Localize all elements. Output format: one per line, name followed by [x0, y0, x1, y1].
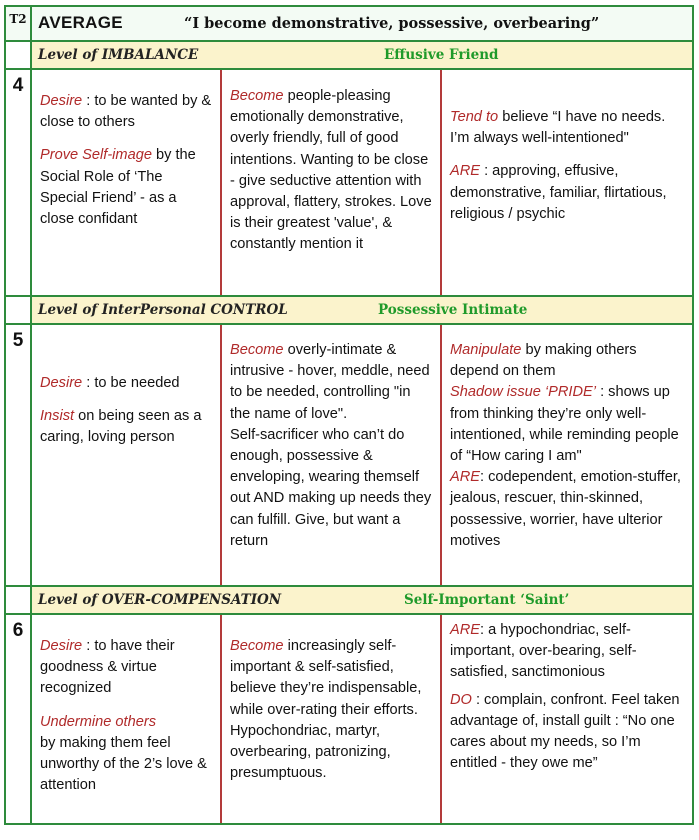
table-header: [6, 7, 692, 42]
level-6-row: [6, 615, 692, 823]
type-tag: T2: [6, 7, 32, 40]
desire-text: : to be wanted by & close to others: [40, 93, 212, 131]
level-6-col3: [442, 615, 692, 823]
prove-text: by the Social Role of ‘The Special Friend’ - as a close confidant: [40, 147, 196, 228]
level-4-col1: [32, 70, 220, 295]
shadow-issue-text: : shows up from thinking they’re only well-intentioned, while reminding people of “How caring I am": [450, 384, 679, 465]
level-4-label: Level of IMBALANCE: [38, 47, 199, 63]
level-6-col1: [32, 615, 220, 823]
level-4-col2: [220, 70, 442, 295]
level-5-col3: [442, 325, 692, 585]
desire-text: : to have their goodness & virtue recognized: [40, 638, 175, 697]
band-spacer: [6, 42, 32, 68]
keyword-desire: Desire: [40, 93, 83, 109]
keyword-shadow-issue: Shadow issue ‘PRIDE’: [450, 384, 597, 401]
keyword-desire: Desire: [40, 638, 83, 654]
band-spacer: [6, 587, 32, 613]
keyword-are: ARE: [450, 622, 481, 638]
header-quote: “I become demonstrative, possessive, overbearing”: [184, 15, 600, 32]
manipulate-text: by making others depend on them: [450, 342, 637, 380]
level-4-row: [6, 70, 692, 297]
undermine-text: by making them feel unworthy of the 2’s love & attention: [40, 734, 207, 794]
level-6-label: Level of OVER-COMPENSATION: [38, 592, 282, 608]
level-4-number: 4: [6, 70, 32, 295]
keyword-prove-self-image: Prove Self-image: [40, 147, 152, 164]
keyword-undermine-others: Undermine others: [40, 713, 156, 730]
do-text: : complain, confront. Feel taken advantage of, install guilt : “No one cares about my needs, so I’m entitled - they owe me”: [450, 691, 680, 772]
keyword-are: ARE: [450, 163, 481, 180]
keyword-tend-to: Tend to: [450, 109, 499, 125]
keyword-desire: Desire: [40, 375, 83, 391]
level-5-number: 5: [6, 325, 32, 585]
keyword-manipulate: Manipulate: [450, 342, 522, 358]
become-text: increasingly self-important & self-satisfied, believe they’re indispensable, while over-rating their efforts. Hypochondriac, martyr, overbearing, patronizing, presumptuous.: [230, 638, 422, 782]
become-text: people-pleasing emotionally demonstrative, overly friendly, full of good intentions. Wanting to be close - give seductive attention with approval, flattery, strokes. Love is their greatest 'value', & constantly mention it: [230, 88, 432, 253]
keyword-do: DO: [450, 691, 472, 708]
keyword-become: Become: [230, 638, 284, 654]
level-5-label: Level of InterPersonal CONTROL: [38, 302, 288, 318]
level-6-band: [6, 587, 692, 615]
level-5-col1: [32, 325, 220, 585]
level-5-row: [6, 325, 692, 587]
level-6-number: 6: [6, 615, 32, 823]
keyword-insist: Insist: [40, 408, 75, 425]
header-title: AVERAGE: [38, 13, 123, 32]
insist-text: on being seen as a caring, loving person: [40, 408, 202, 446]
band-spacer: [6, 297, 32, 323]
tend-to-text: believe “I have no needs. I’m always well-intentioned": [450, 109, 666, 147]
become-text: overly-intimate & intrusive - hover, meddle, need to be needed, controlling "in the name of love".: [230, 342, 430, 422]
are-text: : a hypochondriac, self-important, over-bearing, self-satisfied, sanctimonious: [450, 622, 637, 681]
level-6-name: Self-Important ‘Saint’: [404, 592, 570, 608]
level-4-band: [6, 42, 692, 70]
level-5-band: [6, 297, 692, 325]
keyword-become: Become: [230, 342, 284, 358]
keyword-are: ARE: [450, 469, 481, 486]
level-4-name: Effusive Friend: [384, 47, 499, 63]
self-sacrificer-text: Self-sacrificer who can’t do enough, possessive & enveloping, wearing themself out AND making up needs they can fulfill. Give, but want a return: [230, 426, 432, 549]
are-text: : approving, effusive, demonstrative, familiar, flirtatious, religious / psychic: [450, 163, 667, 222]
enneagram-type2-average-table: [4, 5, 694, 825]
are-text: : codependent, emotion-stuffer, jealous, rescuer, thin-skinned, possessive, worrier, have ulterior motives: [450, 469, 681, 549]
level-5-col2: [220, 325, 442, 585]
desire-text: : to be needed: [82, 375, 180, 391]
keyword-become: Become: [230, 88, 284, 104]
level-4-col3: [442, 70, 692, 295]
level-5-name: Possessive Intimate: [378, 302, 528, 318]
level-6-col2: [220, 615, 442, 823]
